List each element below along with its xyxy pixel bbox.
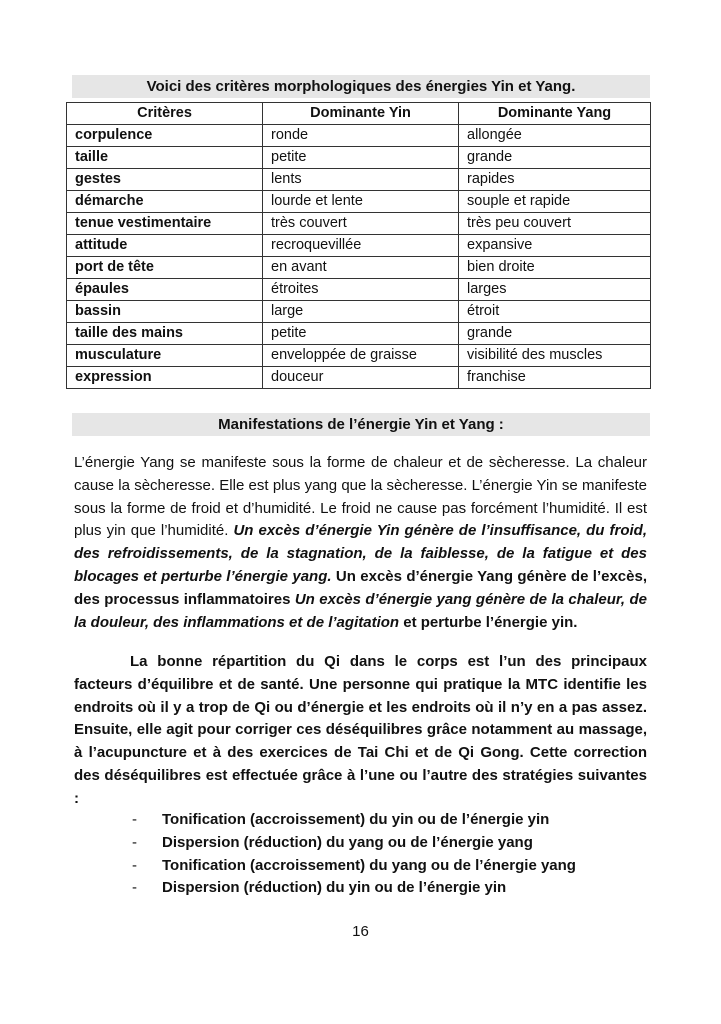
table-row [67,257,651,279]
criterion-cell: épaules [67,279,263,301]
criterion-cell: port de tête [67,257,263,279]
manifestations-paragraph [74,452,647,634]
yang-cell: larges [459,279,651,301]
criteria-table [66,102,651,389]
yang-cell: franchise [459,367,651,389]
criterion-cell: taille des mains [67,323,263,345]
yang-cell: bien droite [459,257,651,279]
section-title: Manifestations de l’énergie Yin et Yang : [72,413,650,436]
yin-cell: ronde [263,125,459,147]
list-item [74,832,647,855]
yang-excess-text: Un excès d’énergie Yang génère de l’excès, des processus inflammatoires [74,567,647,608]
yang-cell: étroit [459,301,651,323]
yin-cell: enveloppée de graisse [263,345,459,367]
table-row [67,345,651,367]
yin-cell: lents [263,169,459,191]
criterion-cell: gestes [67,169,263,191]
column-header: Critères [67,103,263,125]
list-item-text: Dispersion (réduction) du yin ou de l’énergie yin [162,879,507,897]
bullet-dash: - [132,879,137,897]
criterion-cell: attitude [67,235,263,257]
criterion-cell: démarche [67,191,263,213]
table-row [67,125,651,147]
yang-cell: très peu couvert [459,213,651,235]
table-row [67,191,651,213]
yang-cell: souple et rapide [459,191,651,213]
yin-excess-text: Un excès d’énergie Yin génère de l’insuffisance, du froid, des refroidissements, de la stagnation, de la faiblesse, de la fatigue et des blocages et perturbe l’énergie yang. [74,522,648,585]
bullet-dash: - [132,811,137,828]
yin-cell: petite [263,323,459,345]
column-header: Dominante Yin [263,103,459,125]
table-row [67,279,651,301]
table-row [67,147,651,169]
yang-cell: allongée [459,125,651,147]
list-item [74,809,647,832]
criterion-cell: musculature [67,345,263,367]
criterion-cell: tenue vestimentaire [67,213,263,235]
list-item-text: Dispersion (réduction) du yang ou de l’énergie yang [162,833,533,851]
bullet-dash: - [132,833,137,851]
table-row [67,323,651,345]
yang-cell: visibilité des muscles [459,345,651,367]
table-title: Voici des critères morphologiques des énergies Yin et Yang. [72,75,650,98]
yang-cell: rapides [459,169,651,191]
yin-cell: recroquevillée [263,235,459,257]
list-item-text: Tonification (accroissement) du yang ou de l’énergie yang [162,856,576,874]
paragraph-intro: L’énergie Yang se manifeste sous la forme de chaleur et de sècheresse. La chaleur cause la sècheresse. Elle est plus yang que la sècheresse. L’énergie Yin se manifeste sous la forme de froid et d’humidité. Le froid ne cause pas forcément l’humidité. Il est plus yin que l’humidité. [74,454,647,540]
qi-paragraph [74,651,647,811]
yang-cell: grande [459,147,651,169]
criterion-cell: taille [67,147,263,169]
criterion-cell: corpulence [67,125,263,147]
page-number: 16 [352,923,369,940]
table-row [67,301,651,323]
strategies-list [74,809,647,900]
yin-cell: étroites [263,279,459,301]
paragraph-end: et perturbe l’énergie yin. [399,613,578,631]
yin-cell: petite [263,147,459,169]
table-row [67,235,651,257]
yang-cell: expansive [459,235,651,257]
table-row [67,169,651,191]
yang-excess-italic-text: Un excès d’énergie yang génère de la chaleur, de la douleur, des inflammations et de l’agitation [74,590,647,631]
yin-cell: large [263,301,459,323]
criterion-cell: bassin [67,301,263,323]
table-header-row [67,103,651,125]
bullet-dash: - [132,856,137,874]
list-item-text: Tonification (accroissement) du yin ou de l’énergie yin [162,811,550,828]
column-header: Dominante Yang [459,103,651,125]
yang-cell: grande [459,323,651,345]
yin-cell: lourde et lente [263,191,459,213]
list-item [74,855,647,878]
yin-cell: douceur [263,367,459,389]
criterion-cell: expression [67,367,263,389]
yin-cell: très couvert [263,213,459,235]
table-row [67,213,651,235]
yin-cell: en avant [263,257,459,279]
qi-paragraph-text: La bonne répartition du Qi dans le corps est l’un des principaux facteurs d’équilibre et de santé. Une personne qui pratique la MTC identifie les endroits où il y a trop de Qi ou d’énergie et les endroits où il n’y en a pas assez. Ensuite, elle agit pour corriger ces déséquilibres grâce notamment au massage, à l’acupuncture et à des exercices de Tai Chi et de Qi Gong. Cette correction des déséquilibres est effectuée grâce à l’une ou l’autre des stratégies suivantes : [74,653,647,807]
table-row [67,367,651,389]
list-item [74,877,647,900]
